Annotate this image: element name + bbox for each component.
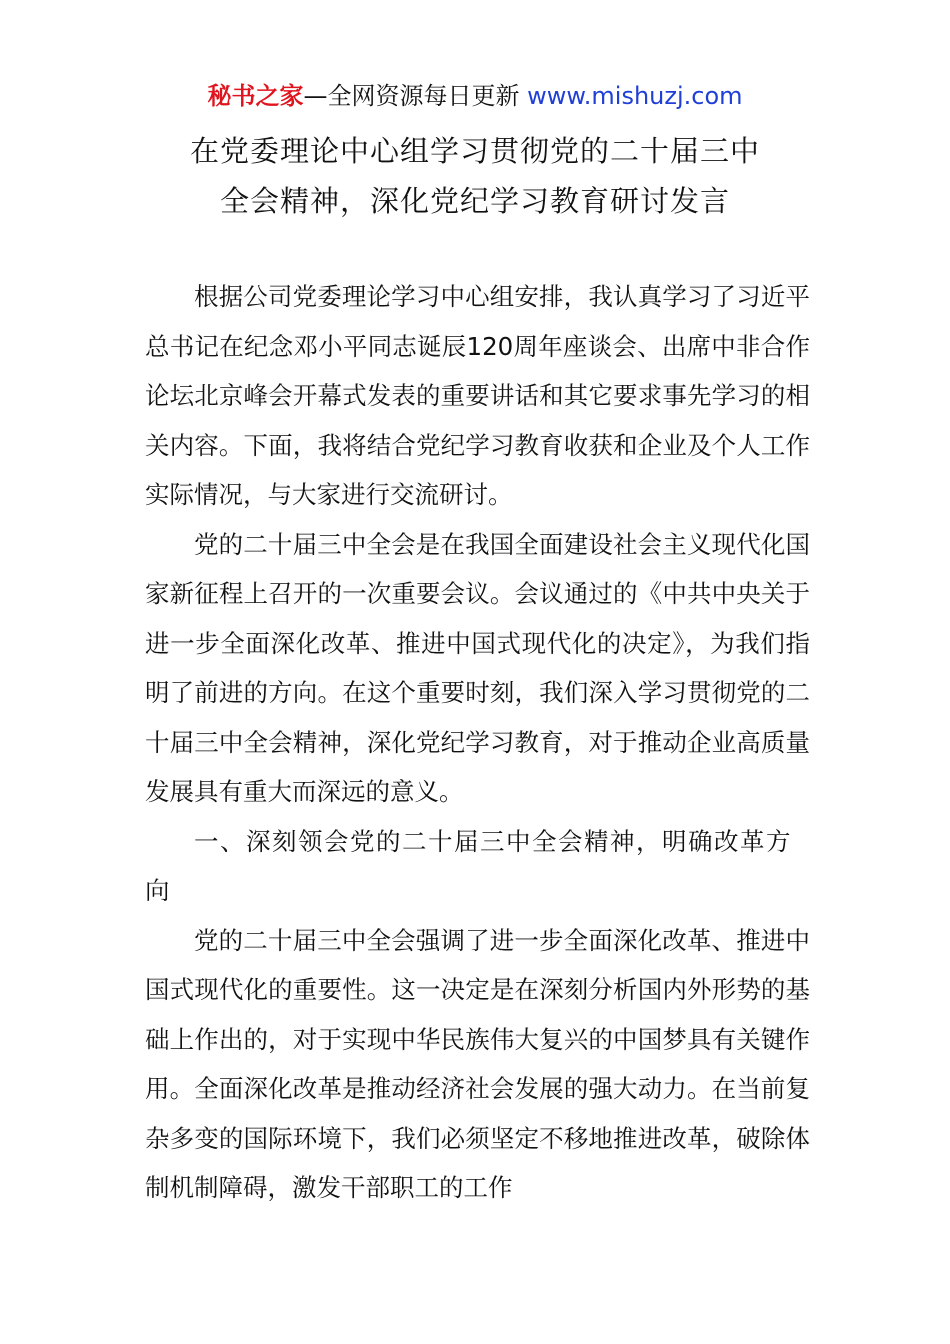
section-heading-1: 一、深刻领会党的二十届三中全会精神，明确改革方向 (145, 826, 792, 905)
document-title (0, 126, 950, 226)
title-line-1: 在党委理论中心组学习贯彻党的二十届三中 (189, 134, 760, 168)
site-header (0, 80, 950, 112)
paragraph-intro: 根据公司党委理论学习中心组安排，我认真学习了习近平总书记在纪念邓小平同志诞辰120周年座谈会、出席中非合作论坛北京峰会开幕式发表的重要讲话和其它要求事先学习的相关内容。下面，我将结合党纪学习教育收获和企业及个人工作实际情况，与大家进行交流研讨。 (145, 282, 810, 509)
site-url-link[interactable]: www.mishuzj.com (527, 82, 743, 110)
site-tagline: —全网资源每日更新 (303, 82, 528, 110)
title-line-2: 全会精神，深化党纪学习教育研讨发言 (219, 184, 730, 218)
paragraph-reform: 党的二十届三中全会强调了进一步全面深化改革、推进中国式现代化的重要性。这一决定是在深刻分析国内外形势的基础上作出的，对于实现中华民族伟大复兴的中国梦具有关键作用。全面深化改革是推动经济社会发展的强大动力。在当前复杂多变的国际环境下，我们必须坚定不移地推进改革，破除体制机制障碍，激发干部职工的工作 (145, 925, 810, 1202)
site-brand: 秘书之家 (207, 82, 304, 110)
document-body (145, 272, 810, 1213)
paragraph-plenum: 党的二十届三中全会是在我国全面建设社会主义现代化国家新征程上召开的一次重要会议。会议通过的《中共中央关于进一步全面深化改革、推进中国式现代化的决定》，为我们指明了前进的方向。在这个重要时刻，我们深入学习贯彻党的二十届三中全会精神，深化党纪学习教育，对于推动企业高质量发展具有重大而深远的意义。 (145, 529, 810, 806)
